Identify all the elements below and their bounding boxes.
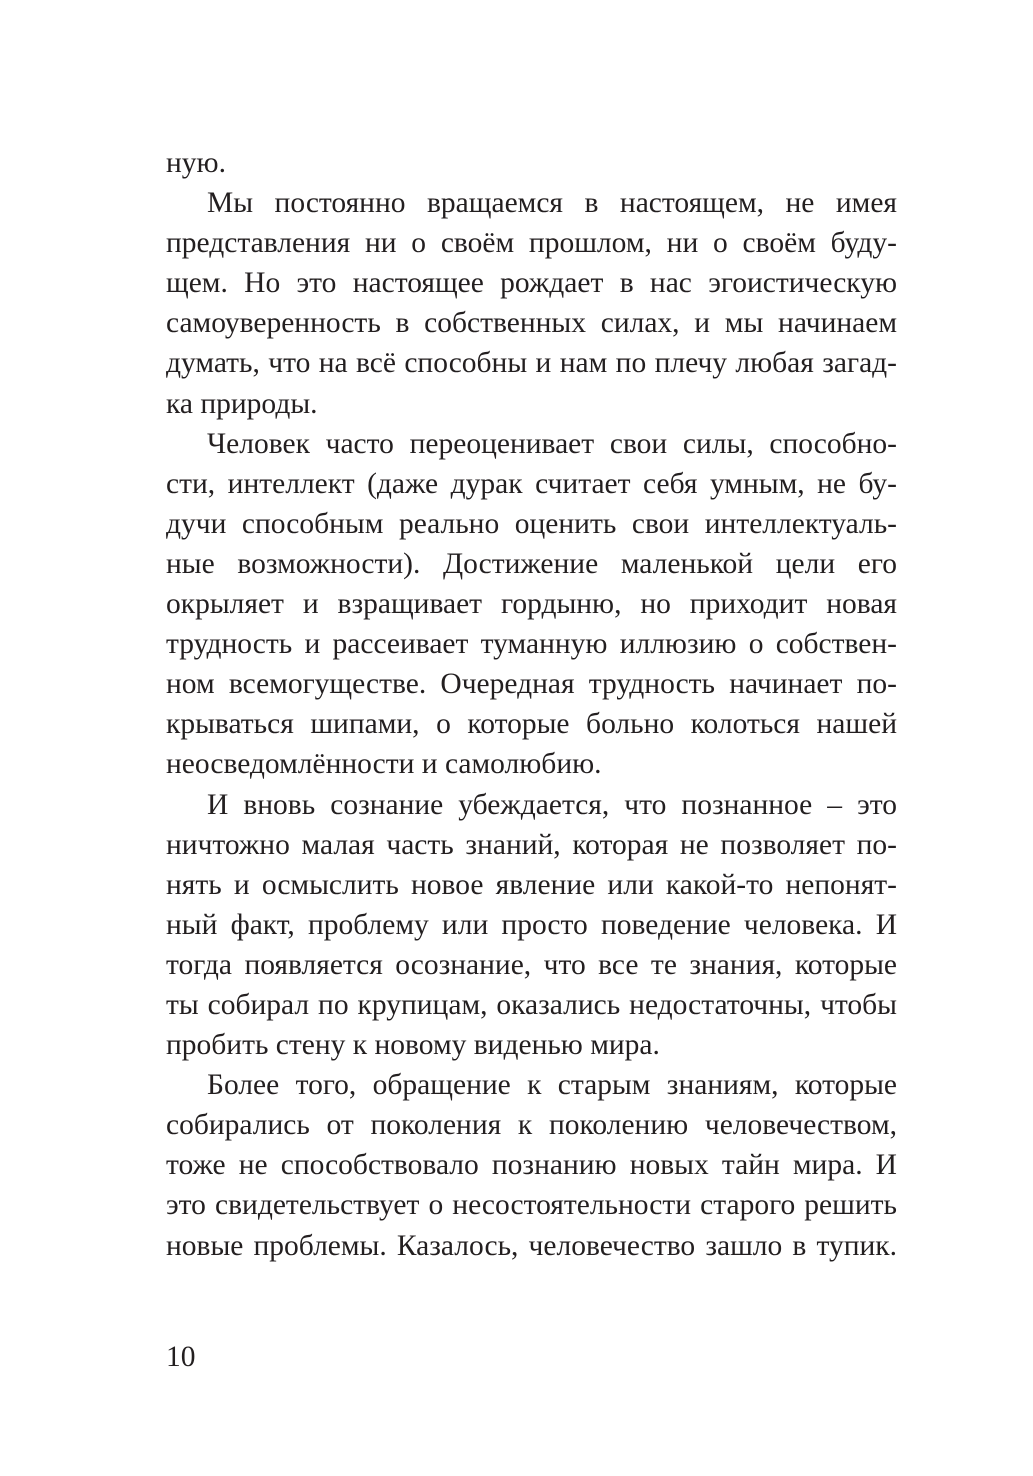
text-line: пробить стену к новому виденью мира.: [166, 1029, 660, 1062]
paragraph-continuation: [166, 143, 897, 183]
text-line: сти, интеллект (даже дурак считает себя умным, не бу-: [166, 467, 897, 500]
text-line: представления ни о своём прошлом, ни о своём буду-: [166, 227, 897, 260]
page-number: 10: [166, 1341, 196, 1373]
text-line: ную.: [166, 147, 226, 179]
text-line: Мы постоянно вращаемся в настоящем, не имея: [207, 187, 897, 220]
text-line: самоуверенность в собственных силах, и мы начинаем: [166, 307, 897, 340]
paragraph: [166, 424, 897, 785]
text-line: новые проблемы. Казалось, человечество зашло в тупик.: [166, 1229, 897, 1262]
text-line: ты собирал по крупицам, оказались недостаточны, чтобы: [166, 988, 897, 1021]
text-line: ные возможности). Достижение маленькой цели его: [166, 547, 897, 580]
paragraph: [166, 785, 897, 1066]
body-text: [166, 143, 897, 1266]
paragraph: [166, 1065, 897, 1265]
text-line: крываться шипами, о которые больно колоться нашей: [166, 708, 897, 741]
text-line: ничтожно малая часть знаний, которая не позволяет по-: [166, 828, 897, 861]
text-line: ном всемогуществе. Очередная трудность начинает по-: [166, 668, 897, 701]
text-line: окрыляет и взращивает гордыню, но приходит новая: [166, 588, 897, 621]
text-line: трудность и рассеивает туманную иллюзию о собствен-: [166, 628, 897, 661]
text-line: это свидетельствует о несостоятельности старого решить: [166, 1189, 897, 1222]
text-line: Более того, обращение к старым знаниям, которые: [207, 1069, 897, 1102]
text-line: тогда появляется осознание, что все те знания, которые: [166, 948, 897, 981]
text-line: неосведомлённости и самолюбию.: [166, 748, 602, 781]
paragraph: [166, 183, 897, 424]
text-line: нять и осмыслить новое явление или какой-то непонят-: [166, 868, 897, 901]
text-line: тоже не способствовало познанию новых тайн мира. И: [166, 1149, 897, 1182]
text-line: дучи способным реально оценить свои интеллектуаль-: [166, 507, 897, 540]
text-line: ный факт, проблему или просто поведение человека. И: [166, 908, 897, 941]
text-line: И вновь сознание убеждается, что познанное – это: [207, 788, 897, 821]
text-line: думать, что на всё способны и нам по плечу любая загад-: [166, 347, 897, 380]
text-line: ка природы.: [166, 387, 318, 420]
text-line: щем. Но это настоящее рождает в нас эгоистическую: [166, 267, 897, 300]
text-line: собирались от поколения к поколению человечеством,: [166, 1109, 897, 1142]
text-line: Человек часто переоценивает свои силы, способно-: [207, 427, 897, 460]
